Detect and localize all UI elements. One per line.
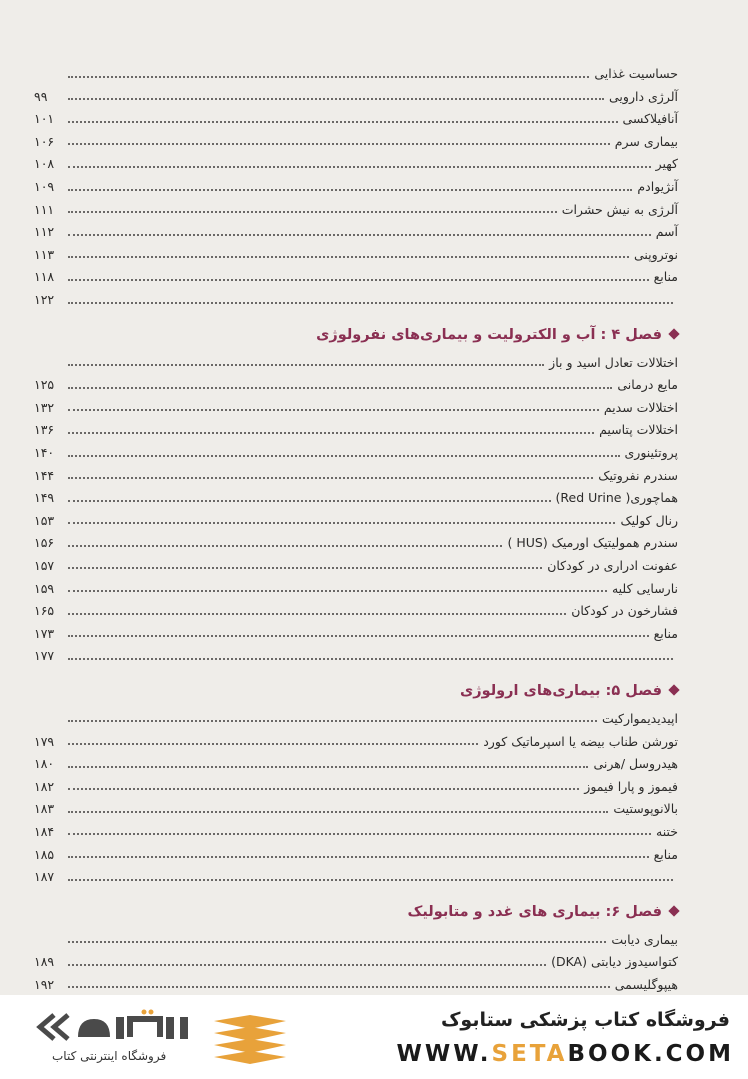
dot-leader	[68, 409, 599, 411]
toc-entry-page: ۱۷۹	[34, 733, 55, 749]
toc-entry-title: بالانوپوستیت	[613, 801, 678, 817]
toc-entry-title: حساسیت غذایی	[594, 66, 678, 82]
toc-entry[interactable]	[34, 58, 678, 81]
dot-leader	[68, 743, 478, 745]
store-name: فروشگاه کتاب پزشکی ستابوک	[440, 1009, 730, 1031]
toc-entry[interactable]	[34, 505, 678, 528]
toc-entry-title: اپیدیدیموارکیت	[602, 710, 678, 726]
toc-entry-title: منابع	[653, 846, 678, 862]
toc-entry-page: ۱۰۱	[34, 111, 55, 127]
toc-entry-title: نوتروپنی	[633, 246, 678, 262]
toc-entry[interactable]	[34, 216, 678, 239]
toc-entry-page: ۱۱۳	[34, 246, 55, 262]
dot-leader	[68, 189, 632, 191]
toc-entry-title: آسم	[655, 224, 678, 240]
url-prefix: WWW.	[396, 1041, 492, 1067]
toc-entry-page: ۱۰۸	[34, 156, 55, 172]
toc-entry[interactable]	[34, 437, 678, 460]
dot-leader	[68, 455, 620, 457]
toc-entry[interactable]	[34, 126, 678, 149]
logo-subtitle: فروشگاه اینترنتی کتاب	[52, 1049, 167, 1063]
toc-entry-title: آنژیوادم	[637, 179, 678, 195]
toc-entry-page: ۱۷۳	[34, 625, 55, 641]
table-of-contents	[34, 58, 678, 995]
chapter-heading	[34, 884, 678, 924]
setabook-wordmark-logo	[34, 1007, 204, 1047]
toc-entry-title: آنافیلاکسی	[622, 111, 678, 127]
toc-entry[interactable]	[34, 482, 678, 505]
toc-entry-page: ۱۱۸	[34, 269, 55, 285]
dot-leader	[68, 941, 606, 943]
dot-leader	[68, 879, 673, 881]
chapter-title: فصل ۶: بیماری های غدد و متابولیک	[407, 903, 662, 920]
store-url[interactable]	[397, 1041, 734, 1067]
toc-entry[interactable]	[34, 793, 678, 816]
dot-leader	[68, 964, 546, 966]
dot-leader	[68, 811, 608, 813]
dot-leader	[68, 986, 610, 988]
toc-entry[interactable]	[34, 618, 678, 641]
dot-leader	[68, 387, 612, 389]
toc-entry[interactable]	[34, 194, 678, 217]
chapter-heading	[34, 307, 678, 347]
dot-leader	[68, 658, 673, 660]
toc-entry-title: سندرم همولیتیک اورمیک (HUS )	[507, 535, 678, 551]
dot-leader	[68, 121, 618, 123]
dot-leader	[68, 234, 651, 236]
toc-entry-page: ۱۴۹	[34, 490, 55, 506]
toc-entry-title: بیماری دیابت	[611, 931, 678, 947]
toc-entry-page: ۱۱۲	[34, 224, 55, 240]
toc-entry[interactable]	[34, 816, 678, 839]
toc-entry-title: نارسایی کلیه	[611, 580, 678, 596]
toc-entry-page: ۱۰۶	[34, 133, 55, 149]
toc-entry[interactable]	[34, 838, 678, 861]
dot-leader	[68, 545, 502, 547]
dot-leader	[68, 766, 588, 768]
toc-entry-title: کهیر	[655, 156, 678, 172]
toc-entry-page: ۱۸۴	[34, 823, 55, 839]
toc-entry[interactable]	[34, 284, 678, 307]
dot-leader	[68, 856, 649, 858]
dot-leader	[68, 833, 651, 835]
toc-entry-title: منابع	[653, 625, 678, 641]
toc-entry-page: ۱۲۵	[34, 377, 55, 393]
dot-leader	[68, 76, 589, 78]
setabook-logo-icon	[210, 1013, 290, 1065]
toc-entry[interactable]	[34, 640, 678, 663]
dot-leader	[68, 211, 557, 213]
toc-entry-title: اختلالات سدیم	[603, 399, 678, 415]
toc-entry-page: ۱۱۱	[34, 201, 55, 217]
toc-entry-page: ۱۵۶	[34, 535, 55, 551]
toc-entry-title: مایع درمانی	[617, 377, 678, 393]
toc-entry[interactable]	[34, 460, 678, 483]
toc-entry[interactable]	[34, 81, 678, 104]
dot-leader	[68, 635, 649, 637]
toc-entry-page: ۱۸۹	[34, 954, 55, 970]
toc-entry-title: آلرژی دارویی	[609, 88, 678, 104]
toc-entry[interactable]	[34, 261, 678, 284]
toc-entry[interactable]	[34, 369, 678, 392]
dot-leader	[68, 590, 607, 592]
toc-entry[interactable]	[34, 703, 678, 726]
toc-entry[interactable]	[34, 347, 678, 370]
dot-leader	[68, 302, 673, 304]
dot-leader	[68, 166, 651, 168]
toc-entry-page: ۱۲۲	[34, 292, 55, 308]
dot-leader	[68, 364, 544, 366]
toc-entry-title: هیپوگلیسمی	[614, 976, 678, 992]
toc-entry-page: ۱۵۹	[34, 580, 55, 596]
dot-leader	[68, 477, 593, 479]
dot-leader	[68, 500, 551, 502]
toc-entry[interactable]	[34, 148, 678, 171]
toc-entry-title: هیدروسل /هرنی	[593, 756, 678, 772]
toc-entry[interactable]	[34, 527, 678, 550]
dot-leader	[68, 567, 542, 569]
url-suffix: BOOK.COM	[567, 1041, 734, 1067]
toc-entry[interactable]	[34, 550, 678, 573]
dot-leader	[68, 256, 629, 258]
dot-leader	[68, 613, 566, 615]
toc-entry-page: ۱۸۲	[34, 778, 55, 794]
toc-entry-page: ۱۴۰	[34, 445, 55, 460]
toc-entry-page: ۱۸۳	[34, 801, 55, 817]
toc-entry[interactable]	[34, 239, 678, 262]
toc-entry-title: پروتئینوری	[624, 445, 678, 460]
toc-entry[interactable]	[34, 924, 678, 947]
toc-entry-title: منابع	[653, 269, 678, 285]
toc-entry-page: ۱۵۳	[34, 512, 55, 528]
toc-entry[interactable]	[34, 725, 678, 748]
toc-entry[interactable]	[34, 103, 678, 126]
toc-entry-page: ۱۹۲	[34, 976, 55, 992]
toc-entry-title: اختلالات تعادل اسید و باز	[549, 354, 678, 370]
chapter-heading	[34, 663, 678, 703]
toc-entry-title: کتواسیدوز دیابتی (DKA)	[551, 954, 678, 970]
toc-entry-page: ۹۹	[34, 88, 48, 104]
dot-leader	[68, 720, 597, 722]
toc-entry[interactable]	[34, 572, 678, 595]
toc-entry-title: عفونت ادراری در کودکان	[547, 557, 678, 573]
toc-entry[interactable]	[34, 771, 678, 794]
toc-entry-page: ۱۳۲	[34, 399, 55, 415]
toc-entry-page: ۱۸۷	[34, 869, 55, 885]
toc-entry[interactable]	[34, 969, 678, 992]
toc-entry-title: هماچوری( Red Urine)	[555, 490, 678, 506]
toc-entry-page: ۱۰۹	[34, 179, 55, 195]
diamond-bullet-icon	[668, 684, 679, 695]
url-highlight: SETA	[491, 1041, 568, 1067]
store-footer-banner	[0, 995, 748, 1079]
dot-leader	[68, 279, 649, 281]
dot-leader	[68, 788, 579, 790]
toc-entry-title: سندرم نفروتیک	[598, 467, 678, 483]
toc-entry[interactable]	[34, 414, 678, 437]
dot-leader	[68, 432, 594, 434]
toc-entry-page: ۱۶۵	[34, 603, 55, 619]
toc-entry-page: ۱۸۰	[34, 756, 55, 772]
toc-entry-title: ختنه	[656, 823, 678, 839]
diamond-bullet-icon	[668, 328, 679, 339]
dot-leader	[68, 143, 610, 145]
dot-leader	[68, 98, 604, 100]
toc-entry-page: ۱۷۷	[34, 648, 55, 664]
toc-entry[interactable]	[34, 595, 678, 618]
toc-entry-title: اختلالات پتاسیم	[599, 422, 678, 438]
toc-entry-page: ۱۴۴	[34, 467, 55, 483]
toc-entry-title: تورشن طناب بیضه یا اسپرماتیک کورد	[483, 733, 678, 749]
toc-entry[interactable]	[34, 392, 678, 415]
diamond-bullet-icon	[668, 905, 679, 916]
toc-entry[interactable]	[34, 946, 678, 969]
chapter-title: فصل ۵: بیماری‌های ارولوژی	[460, 682, 662, 699]
toc-entry-title: رنال کولیک	[620, 512, 678, 528]
toc-entry-title: بیماری سرم	[614, 133, 678, 149]
dot-leader	[68, 522, 615, 524]
toc-entry-title: فشارخون در کودکان	[571, 603, 678, 619]
toc-entry-page: ۱۵۷	[34, 557, 55, 573]
toc-entry[interactable]	[34, 748, 678, 771]
toc-entry-page: ۱۳۶	[34, 422, 55, 438]
toc-entry-page: ۱۸۵	[34, 846, 55, 862]
toc-entry-title: فیموز و پارا فیموز	[584, 778, 678, 794]
chapter-title: فصل ۴ : آب و الکترولیت و بیماری‌های نفرولوژی	[316, 326, 662, 343]
toc-entry[interactable]	[34, 861, 678, 884]
toc-entry[interactable]	[34, 171, 678, 194]
toc-entry-title: آلرژی به نیش حشرات	[561, 201, 678, 217]
